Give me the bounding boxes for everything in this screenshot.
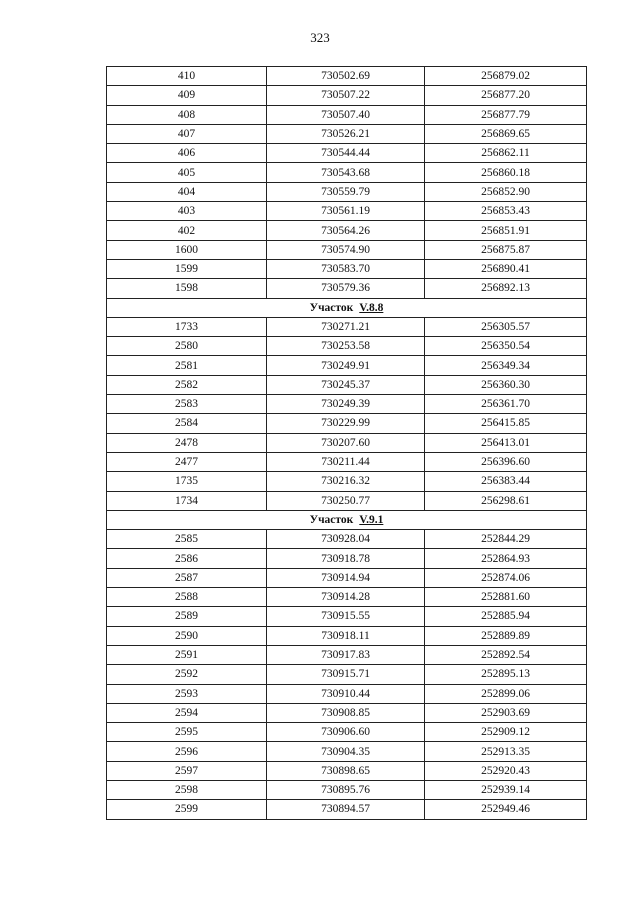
point-number-cell: 2587: [107, 568, 267, 587]
y-coordinate-cell: 252844.29: [425, 530, 587, 549]
table-row: [107, 742, 587, 761]
point-number-cell: 2580: [107, 337, 267, 356]
y-coordinate-cell: 252895.13: [425, 665, 587, 684]
x-coordinate-cell: 730908.85: [267, 703, 425, 722]
point-number-cell: 2589: [107, 607, 267, 626]
section-heading: [107, 510, 587, 529]
table-row: [107, 67, 587, 86]
y-coordinate-cell: 252881.60: [425, 588, 587, 607]
x-coordinate-cell: 730507.40: [267, 105, 425, 124]
x-coordinate-cell: 730216.32: [267, 472, 425, 491]
x-coordinate-cell: 730914.28: [267, 588, 425, 607]
point-number-cell: 408: [107, 105, 267, 124]
x-coordinate-cell: 730561.19: [267, 202, 425, 221]
point-number-cell: 405: [107, 163, 267, 182]
x-coordinate-cell: 730917.83: [267, 645, 425, 664]
x-coordinate-cell: 730910.44: [267, 684, 425, 703]
section-heading-row: [107, 298, 587, 317]
point-number-cell: 2598: [107, 780, 267, 799]
x-coordinate-cell: 730211.44: [267, 452, 425, 471]
y-coordinate-cell: 256860.18: [425, 163, 587, 182]
table-row: [107, 395, 587, 414]
table-row: [107, 491, 587, 510]
point-number-cell: 407: [107, 124, 267, 143]
table-row: [107, 549, 587, 568]
y-coordinate-cell: 256869.65: [425, 124, 587, 143]
x-coordinate-cell: 730245.37: [267, 375, 425, 394]
table-row: [107, 144, 587, 163]
table-row: [107, 761, 587, 780]
section-code: V.9.1: [359, 513, 384, 526]
table-row: [107, 317, 587, 336]
point-number-cell: 2477: [107, 452, 267, 471]
x-coordinate-cell: 730250.77: [267, 491, 425, 510]
y-coordinate-cell: 252949.46: [425, 800, 587, 819]
y-coordinate-cell: 256862.11: [425, 144, 587, 163]
x-coordinate-cell: 730894.57: [267, 800, 425, 819]
y-coordinate-cell: 256298.61: [425, 491, 587, 510]
table-row: [107, 665, 587, 684]
x-coordinate-cell: 730271.21: [267, 317, 425, 336]
point-number-cell: 2582: [107, 375, 267, 394]
section-code: V.8.8: [359, 301, 384, 314]
x-coordinate-cell: 730229.99: [267, 414, 425, 433]
point-number-cell: 2584: [107, 414, 267, 433]
table-row: [107, 530, 587, 549]
point-number-cell: 2591: [107, 645, 267, 664]
x-coordinate-cell: 730207.60: [267, 433, 425, 452]
point-number-cell: 2594: [107, 703, 267, 722]
x-coordinate-cell: 730249.91: [267, 356, 425, 375]
section-label: Участок: [309, 301, 354, 314]
x-coordinate-cell: 730915.55: [267, 607, 425, 626]
y-coordinate-cell: 256350.54: [425, 337, 587, 356]
x-coordinate-cell: 730914.94: [267, 568, 425, 587]
table-row: [107, 723, 587, 742]
x-coordinate-cell: 730895.76: [267, 780, 425, 799]
table-row: [107, 800, 587, 819]
y-coordinate-cell: 252885.94: [425, 607, 587, 626]
x-coordinate-cell: 730559.79: [267, 182, 425, 201]
point-number-cell: 2592: [107, 665, 267, 684]
point-number-cell: 406: [107, 144, 267, 163]
x-coordinate-cell: 730918.11: [267, 626, 425, 645]
point-number-cell: 2588: [107, 588, 267, 607]
point-number-cell: 1599: [107, 259, 267, 278]
y-coordinate-cell: 252913.35: [425, 742, 587, 761]
point-number-cell: 2581: [107, 356, 267, 375]
y-coordinate-cell: 256413.01: [425, 433, 587, 452]
point-number-cell: 2583: [107, 395, 267, 414]
x-coordinate-cell: 730928.04: [267, 530, 425, 549]
x-coordinate-cell: 730583.70: [267, 259, 425, 278]
table-row: [107, 607, 587, 626]
coordinates-table-body: [107, 67, 587, 820]
point-number-cell: 2596: [107, 742, 267, 761]
y-coordinate-cell: 256361.70: [425, 395, 587, 414]
point-number-cell: 1735: [107, 472, 267, 491]
y-coordinate-cell: 252892.54: [425, 645, 587, 664]
x-coordinate-cell: 730918.78: [267, 549, 425, 568]
x-coordinate-cell: 730915.71: [267, 665, 425, 684]
x-coordinate-cell: 730543.68: [267, 163, 425, 182]
point-number-cell: 409: [107, 86, 267, 105]
point-number-cell: 2478: [107, 433, 267, 452]
x-coordinate-cell: 730574.90: [267, 240, 425, 259]
point-number-cell: 1734: [107, 491, 267, 510]
section-label: Участок: [309, 513, 354, 526]
table-row: [107, 433, 587, 452]
x-coordinate-cell: 730507.22: [267, 86, 425, 105]
table-row: [107, 86, 587, 105]
y-coordinate-cell: 256877.20: [425, 86, 587, 105]
table-row: [107, 684, 587, 703]
table-row: [107, 356, 587, 375]
y-coordinate-cell: 256349.34: [425, 356, 587, 375]
x-coordinate-cell: 730906.60: [267, 723, 425, 742]
y-coordinate-cell: 256383.44: [425, 472, 587, 491]
y-coordinate-cell: 256890.41: [425, 259, 587, 278]
y-coordinate-cell: 256396.60: [425, 452, 587, 471]
table-row: [107, 182, 587, 201]
x-coordinate-cell: 730544.44: [267, 144, 425, 163]
point-number-cell: 402: [107, 221, 267, 240]
x-coordinate-cell: 730564.26: [267, 221, 425, 240]
y-coordinate-cell: 256853.43: [425, 202, 587, 221]
table-row: [107, 259, 587, 278]
x-coordinate-cell: 730579.36: [267, 279, 425, 298]
table-row: [107, 337, 587, 356]
point-number-cell: 2586: [107, 549, 267, 568]
point-number-cell: 403: [107, 202, 267, 221]
coordinates-table: [106, 66, 587, 820]
point-number-cell: 2593: [107, 684, 267, 703]
y-coordinate-cell: 256892.13: [425, 279, 587, 298]
y-coordinate-cell: 252864.93: [425, 549, 587, 568]
x-coordinate-cell: 730249.39: [267, 395, 425, 414]
x-coordinate-cell: 730904.35: [267, 742, 425, 761]
table-row: [107, 105, 587, 124]
table-row: [107, 375, 587, 394]
table-row: [107, 626, 587, 645]
y-coordinate-cell: 252903.69: [425, 703, 587, 722]
table-row: [107, 780, 587, 799]
table-row: [107, 202, 587, 221]
table-row: [107, 124, 587, 143]
table-row: [107, 279, 587, 298]
point-number-cell: 1598: [107, 279, 267, 298]
point-number-cell: 2590: [107, 626, 267, 645]
point-number-cell: 1733: [107, 317, 267, 336]
table-row: [107, 645, 587, 664]
point-number-cell: 2599: [107, 800, 267, 819]
x-coordinate-cell: 730526.21: [267, 124, 425, 143]
y-coordinate-cell: 256360.30: [425, 375, 587, 394]
table-row: [107, 240, 587, 259]
table-row: [107, 472, 587, 491]
y-coordinate-cell: 252899.06: [425, 684, 587, 703]
table-row: [107, 163, 587, 182]
point-number-cell: 410: [107, 67, 267, 86]
point-number-cell: 2585: [107, 530, 267, 549]
point-number-cell: 2597: [107, 761, 267, 780]
y-coordinate-cell: 252920.43: [425, 761, 587, 780]
y-coordinate-cell: 256415.85: [425, 414, 587, 433]
y-coordinate-cell: 252889.89: [425, 626, 587, 645]
y-coordinate-cell: 252939.14: [425, 780, 587, 799]
y-coordinate-cell: 256305.57: [425, 317, 587, 336]
y-coordinate-cell: 252874.06: [425, 568, 587, 587]
x-coordinate-cell: 730898.65: [267, 761, 425, 780]
table-row: [107, 588, 587, 607]
page-number: 323: [310, 30, 330, 45]
section-heading: [107, 298, 587, 317]
y-coordinate-cell: 256877.79: [425, 105, 587, 124]
table-row: [107, 414, 587, 433]
section-heading-row: [107, 510, 587, 529]
x-coordinate-cell: 730502.69: [267, 67, 425, 86]
table-row: [107, 568, 587, 587]
y-coordinate-cell: 256852.90: [425, 182, 587, 201]
y-coordinate-cell: 256879.02: [425, 67, 587, 86]
x-coordinate-cell: 730253.58: [267, 337, 425, 356]
y-coordinate-cell: 256851.91: [425, 221, 587, 240]
table-row: [107, 703, 587, 722]
table-row: [107, 221, 587, 240]
table-row: [107, 452, 587, 471]
y-coordinate-cell: 256875.87: [425, 240, 587, 259]
y-coordinate-cell: 252909.12: [425, 723, 587, 742]
point-number-cell: 404: [107, 182, 267, 201]
point-number-cell: 1600: [107, 240, 267, 259]
point-number-cell: 2595: [107, 723, 267, 742]
